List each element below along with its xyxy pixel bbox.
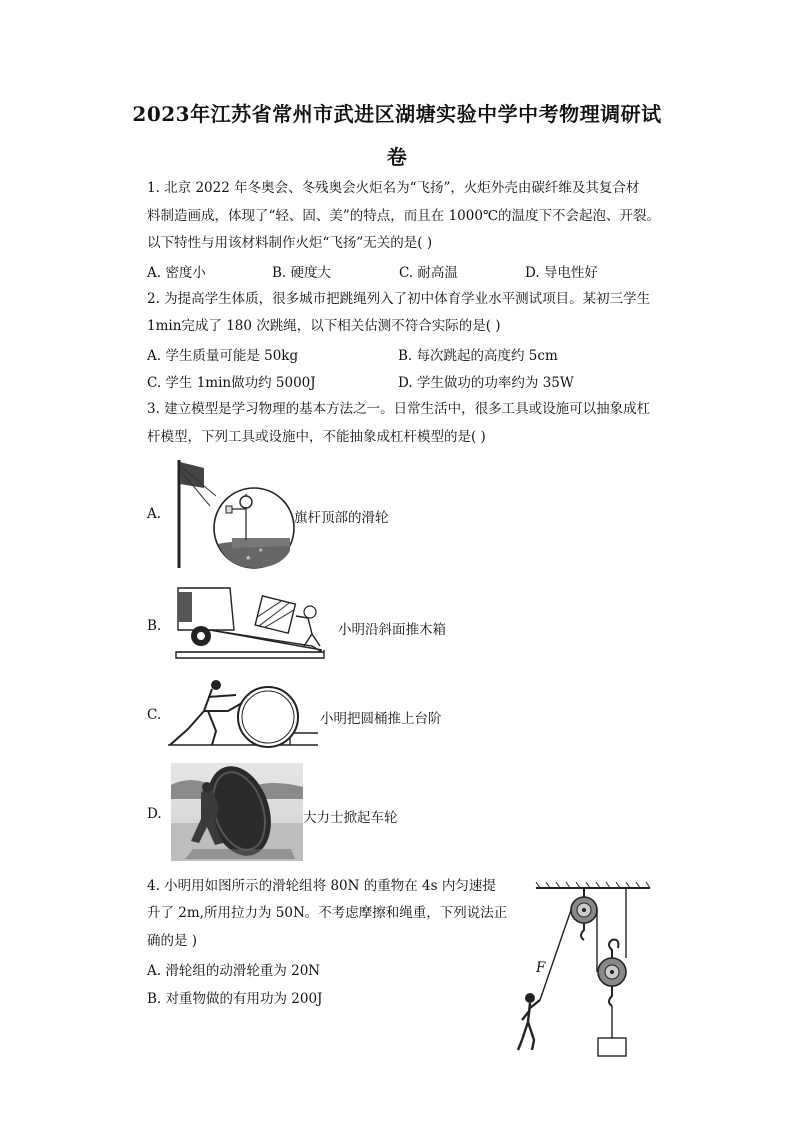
q3-option-c-label: C. <box>147 707 162 723</box>
q2-option-d: D. 学生做功的功率约为 35W <box>398 375 574 391</box>
q3-option-c-caption: 小明把圆桶推上台阶 <box>320 711 442 727</box>
flagpole-pulley-figure <box>170 456 295 571</box>
barrel-step-figure <box>168 675 318 749</box>
q1-option-c: C. 耐高温 <box>399 265 458 281</box>
q3-option-a-label: A. <box>147 506 162 522</box>
svg-text:★: ★ <box>245 554 252 562</box>
q2-stem-line2: 1min完成了 180 次跳绳，以下相关估测不符合实际的是( ) <box>147 318 501 334</box>
q3-stem-line2: 杆模型，下列工具或设施中，不能抽象成杠杆模型的是( ) <box>147 429 486 445</box>
q2-option-c: C. 学生 1min做功约 5000J <box>147 375 316 391</box>
q3-option-b-label: B. <box>147 618 162 634</box>
q1-option-d: D. 导电性好 <box>525 265 598 281</box>
q3-option-b-caption: 小明沿斜面推木箱 <box>338 622 446 638</box>
q1-stem-line2: 料制造画成，体现了“轻、固、美”的特点，而且在 1000℃的温度下不会起泡、开裂。 <box>147 208 661 224</box>
q2-stem-line1: 2. 为提高学生体质，很多城市把跳绳列入了初中体育学业水平测试项目。某初三学生 <box>147 291 651 307</box>
svg-text:★: ★ <box>258 547 264 554</box>
q3-option-d-label: D. <box>147 806 162 822</box>
q3-option-a-caption: 旗杆顶部的滑轮 <box>294 510 389 526</box>
page-title-continued: 卷 <box>386 145 408 169</box>
q4-stem-line3: 确的是 ) <box>147 933 198 949</box>
q3-option-d-caption: 大力士掀起车轮 <box>303 810 398 826</box>
q1-stem-line1: 1. 北京 2022 年冬奥会、冬残奥会火炬名为“飞扬”，火炬外壳由碳纤维及其复合材 <box>147 180 640 196</box>
q1-option-b: B. 硬度大 <box>272 265 332 281</box>
tire-flip-photo <box>171 763 303 861</box>
q4-stem-line1: 4. 小明用如图所示的滑轮组将 80N 的重物在 4s 内匀速提 <box>147 878 496 894</box>
q4-option-b: B. 对重物做的有用功为 200J <box>147 991 323 1007</box>
q2-option-b: B. 每次跳起的高度约 5cm <box>398 348 558 364</box>
q1-option-a: A. 密度小 <box>147 265 206 281</box>
page-title: 2023年江苏省常州市武进区湖塘实验中学中考物理调研试 <box>132 102 662 126</box>
pulley-system-figure <box>512 880 662 1058</box>
incline-box-figure <box>172 586 337 662</box>
q3-stem-line1: 3. 建立模型是学习物理的基本方法之一。日常生活中，很多工具或设施可以抽象成杠 <box>147 401 651 417</box>
q4-option-a: A. 滑轮组的动滑轮重为 20N <box>147 963 321 979</box>
q4-stem-line2: 升了 2m,所用拉力为 50N。不考虑摩擦和绳重，下列说法正 <box>147 905 508 921</box>
q1-stem-line3: 以下特性与用该材料制作火炬“飞扬”无关的是( ) <box>147 235 433 251</box>
q2-option-a: A. 学生质量可能是 50kg <box>147 348 299 364</box>
force-label: F <box>536 960 546 976</box>
